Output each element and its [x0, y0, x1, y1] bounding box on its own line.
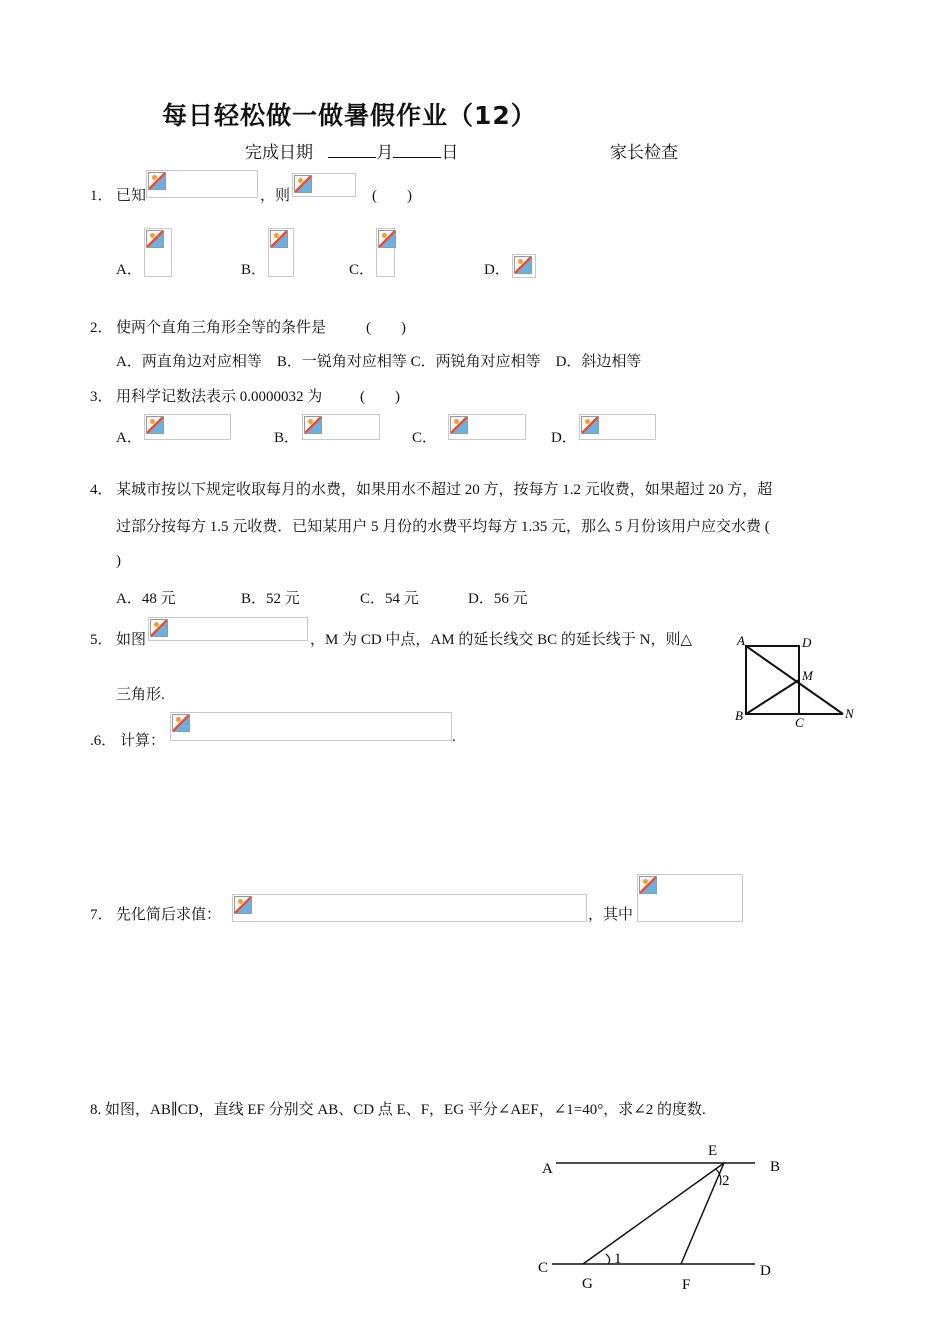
q1-option-c-label: C． — [349, 262, 375, 278]
q6-formula-image — [170, 712, 452, 741]
day-label: 日 — [441, 143, 459, 163]
q4-line1: 某城市按以下规定收取每月的水费，如果用水不超过 20 方，按每方 1.2 元收费，如果超过 20 方，超 — [116, 482, 773, 498]
q1-option-d-image[interactable] — [512, 254, 536, 278]
parent-check: 家长检查 — [610, 143, 678, 163]
q6-end: . — [452, 729, 456, 745]
q3-number: 3． — [90, 389, 113, 405]
q1-expression-image — [292, 173, 356, 197]
q1-option-d-label: D． — [484, 262, 510, 278]
q8-label-e: E — [708, 1143, 718, 1159]
q3-option-a-label: A． — [116, 430, 142, 446]
q4-line2: 过部分按每方 1.5 元收费．已知某用户 5 月份的水费平均每方 1.35 元，那么 5 月份该用户应交水费 ( — [116, 519, 770, 535]
q1-text-a: 已知 — [116, 188, 147, 204]
q8-label-1: 1 — [614, 1251, 622, 1267]
completion-date — [245, 138, 458, 163]
q5-text-b: ，M 为 CD 中点，AM 的延长线交 BC 的延长线于 N，则△ — [310, 632, 692, 648]
q7-number: 7． — [90, 907, 113, 923]
q1-text-b: ，则 — [260, 188, 291, 204]
q3-option-d-label: D． — [551, 430, 577, 446]
q7-condition-image — [637, 874, 743, 922]
page-title: 每日轻松做一做暑假作业（12） — [162, 101, 537, 130]
q5-label-c: C — [795, 715, 804, 730]
q5-label-d: D — [802, 635, 812, 650]
q3-option-b-image[interactable] — [302, 414, 380, 440]
q4-number: 4． — [90, 482, 113, 498]
q1-option-b-image[interactable] — [268, 228, 294, 277]
q7-formula-image — [232, 894, 587, 922]
q2-number: 2． — [90, 320, 113, 336]
q3-option-b-label: B． — [274, 430, 300, 446]
day-blank[interactable] — [393, 143, 441, 158]
q1-paren: ( ) — [372, 188, 412, 204]
q3-text: 用科学记数法表示 0.0000032 为 — [116, 389, 323, 405]
q8-text: 8. 如图，AB∥CD，直线 EF 分别交 AB、CD 点 E、F，EG 平分∠AEF，∠1=40°，求∠2 的度数. — [90, 1102, 706, 1118]
q8-label-d: D — [760, 1263, 771, 1279]
q6-text: 计算： — [120, 733, 166, 749]
q2-paren: ( ) — [366, 320, 406, 336]
q8-angle1-arc — [606, 1254, 610, 1264]
q1-formula-image — [146, 170, 258, 198]
q3-paren: ( ) — [360, 389, 400, 405]
q7-text-b: ，其中 — [588, 907, 634, 923]
q4-option-d: D．56 元 — [468, 591, 528, 607]
q5-label-n: N — [845, 706, 854, 721]
q5-label-m: M — [802, 668, 813, 683]
q6-number: .6． — [90, 733, 117, 749]
q3-option-c-image[interactable] — [448, 414, 526, 440]
q3-option-a-image[interactable] — [144, 414, 231, 440]
q4-option-b: B．52 元 — [241, 591, 300, 607]
q5-line-bm — [746, 680, 799, 714]
q1-option-c-image[interactable] — [376, 228, 395, 277]
q2-text: 使两个直角三角形全等的条件是 — [116, 320, 327, 336]
month-blank[interactable] — [328, 143, 376, 158]
q1-option-a-image[interactable] — [144, 228, 172, 277]
q4-option-a: A．48 元 — [116, 591, 176, 607]
q8-label-g: G — [582, 1276, 593, 1292]
q4-line3: ) — [116, 553, 121, 569]
q8-label-c: C — [538, 1260, 549, 1276]
q3-option-d-image[interactable] — [579, 414, 656, 440]
month-label: 月 — [376, 143, 394, 163]
q4-option-c: C．54 元 — [360, 591, 419, 607]
q1-option-b-label: B． — [241, 262, 267, 278]
q8-label-b: B — [770, 1159, 781, 1175]
q5-label-b: B — [735, 708, 743, 723]
q7-text-a: 先化简后求值： — [116, 907, 222, 923]
q3-option-c-label: C． — [412, 430, 438, 446]
q5-formula-image — [148, 617, 308, 641]
q5-line2: 三角形. — [116, 687, 165, 703]
q8-label-f: F — [682, 1277, 691, 1293]
q5-text-a: 如图 — [116, 632, 147, 648]
date-prefix: 完成日期 — [245, 143, 313, 163]
q1-number: 1． — [90, 188, 113, 204]
q1-option-a-label: A． — [116, 262, 142, 278]
q8-figure — [530, 1135, 790, 1300]
q5-number: 5． — [90, 632, 113, 648]
q5-square — [746, 646, 799, 714]
q5-label-a: A — [737, 633, 745, 648]
q2-options: A．两直角边对应相等 B．一锐角对应相等 C．两锐角对应相等 D．斜边相等 — [116, 354, 642, 370]
q5-figure — [730, 628, 860, 758]
q8-label-2: 2 — [722, 1173, 730, 1189]
q8-label-a: A — [542, 1161, 553, 1177]
